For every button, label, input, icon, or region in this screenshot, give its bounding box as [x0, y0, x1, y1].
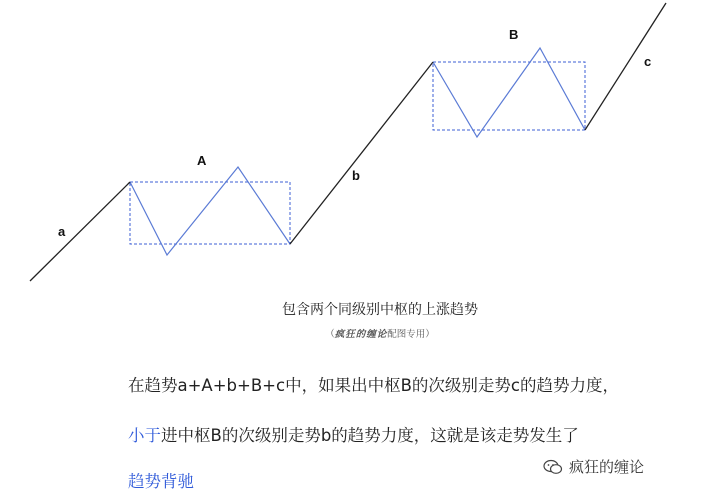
pivot-zigzag-B: [433, 48, 585, 137]
watermark-text: 疯狂的缠论: [569, 458, 645, 476]
pivot-box-A: [130, 182, 290, 244]
wechat-icon: [543, 459, 563, 475]
label-c: c: [644, 54, 652, 69]
label-a: a: [58, 224, 66, 239]
segment-a-line: [30, 182, 130, 281]
label-b: b: [352, 168, 360, 183]
watermark: [543, 456, 644, 477]
segment-c-line: [585, 3, 666, 130]
subcaption-open: （: [325, 329, 335, 340]
subcaption-rest: 配图专用）: [387, 329, 435, 340]
segment-b-line: [290, 62, 433, 244]
paragraph-line-2: [128, 422, 579, 446]
paragraph-line-2-rest: 进中枢B的次级别走势b的趋势力度，这就是该走势发生了: [161, 426, 579, 445]
paragraph-line-3: 趋势背驰: [128, 472, 194, 491]
pivot-box-B: [433, 62, 585, 130]
figure-caption: 包含两个同级别中枢的上涨趋势: [282, 302, 478, 318]
subcaption-brand: 疯狂的缠论: [334, 329, 388, 340]
pivot-zigzag-A: [130, 167, 290, 255]
label-B: B: [509, 27, 519, 42]
paragraph-line-1: 在趋势a+A+b+B+c中，如果出中枢B的次级别走势c的趋势力度，: [128, 376, 619, 395]
label-A: A: [197, 153, 207, 168]
highlight-less-than: 小于: [128, 426, 161, 445]
figure-subcaption: [0, 326, 716, 340]
